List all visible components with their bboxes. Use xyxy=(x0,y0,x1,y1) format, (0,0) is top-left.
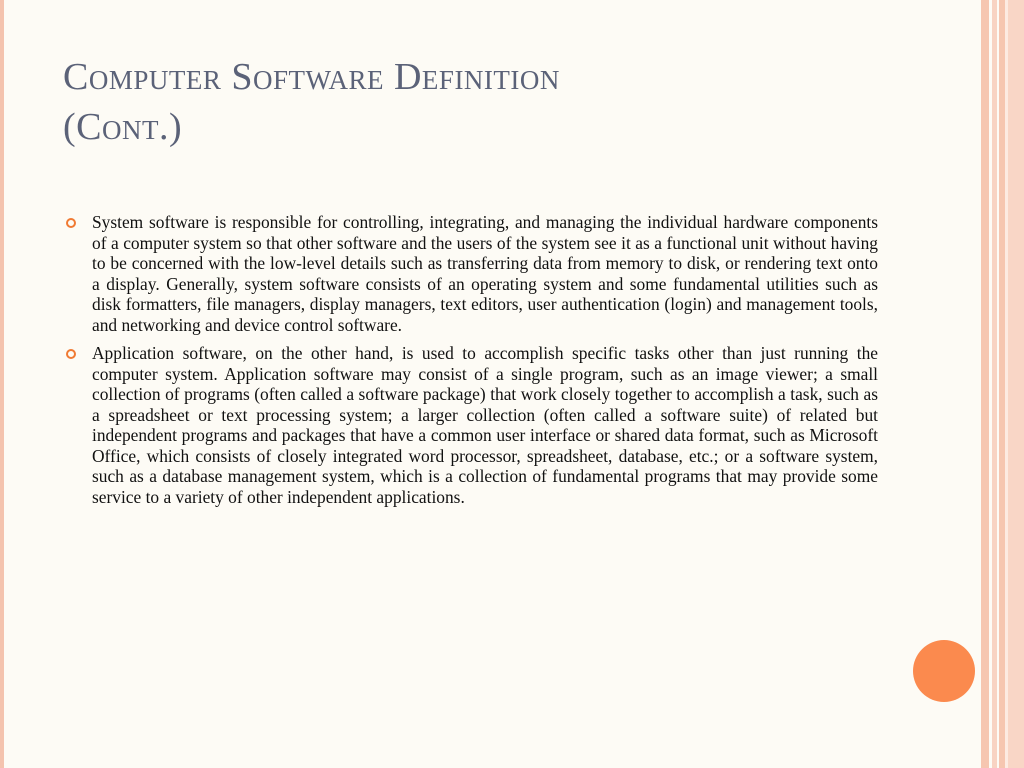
bullet-text: System software is responsible for controlling, integrating, and managing the individual hardware components of a computer system so that other software and the users of the system see it as a functional unit without having to be concerned with the low-level details such as transferring data from memory to disk, or rendering text onto a display. Generally, system software consists of an operating system and some fundamental utilities such as disk formatters, file managers, display managers, text editors, user authentication (login) and management tools, and networking and device control software. xyxy=(92,212,878,335)
slide-title xyxy=(63,52,883,152)
right-stripe-4 xyxy=(1008,0,1024,768)
bullet-item xyxy=(64,343,878,507)
right-stripe-2 xyxy=(992,0,997,768)
orange-circle-decoration xyxy=(913,640,975,702)
bullet-list xyxy=(64,212,878,515)
slide-title-line-1: Computer Software Definition xyxy=(63,56,560,98)
hollow-circle-bullet-icon xyxy=(66,218,76,228)
bullet-item xyxy=(64,212,878,335)
hollow-circle-bullet-icon xyxy=(66,349,76,359)
left-border xyxy=(0,0,4,768)
right-stripe-1 xyxy=(981,0,989,768)
slide-title-line-2: (Cont.) xyxy=(63,106,183,148)
bullet-text: Application software, on the other hand, is used to accomplish specific tasks other than just running the computer system. Application software may consist of a single program, such as an image viewer; a small collection of programs (often called a software package) that work closely together to accomplish a task, such as a spreadsheet or text processing system; a larger collection (often called a software suite) of related but independent programs and packages that have a common user interface or shared data format, such as Microsoft Office, which consists of closely integrated word processor, spreadsheet, database, etc.; or a software system, such as a database management system, which is a collection of fundamental programs that may provide some service to a variety of other independent applications. xyxy=(92,343,878,507)
